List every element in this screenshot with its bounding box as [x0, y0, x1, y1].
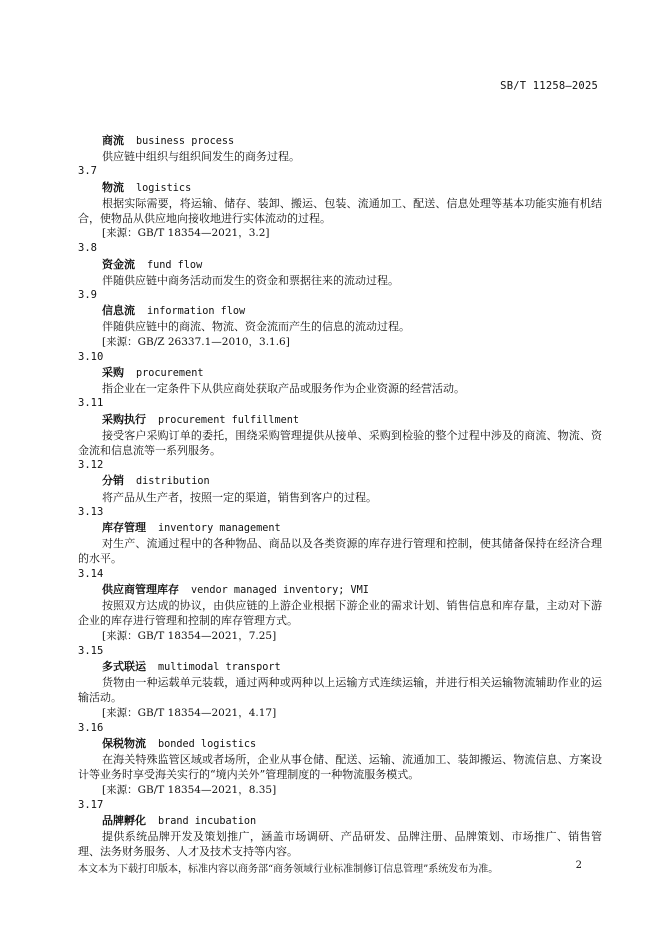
definition: 接受客户采购订单的委托，围绕采购管理提供从接单、采购到检验的整个过程中涉及的商流、物流、资金流和信息流等一系列服务。: [78, 428, 602, 458]
definition: 供应链中组织与组织间发生的商务过程。: [102, 150, 300, 164]
entry-3-16: [78, 721, 602, 798]
entry-3-14: [78, 567, 602, 644]
entry-3-15: [78, 644, 602, 721]
term-zh: 商流: [102, 134, 124, 147]
term-en: distribution: [136, 476, 210, 488]
source-note: [来源：GB/Z 26337.1—2010，3.1.6]: [102, 335, 290, 348]
entry-3-11: [78, 396, 602, 458]
term-line: [78, 180, 602, 196]
clause-number: 3.8: [78, 242, 97, 255]
term-en: vendor managed inventory; VMI: [191, 584, 369, 596]
term-line: [78, 473, 602, 489]
term-en: bonded logistics: [158, 738, 257, 750]
term-zh: 物流: [102, 180, 124, 194]
term-en: logistics: [136, 182, 192, 194]
clause-number: 3.17: [78, 798, 104, 811]
term-zh: 采购执行: [102, 412, 146, 426]
entry-3-9: [78, 288, 602, 350]
source-note: [来源：GB/T 18354—2021，8.35]: [102, 783, 277, 796]
term-line: [78, 659, 602, 675]
term-en: procurement fulfillment: [158, 414, 300, 426]
definition: 对生产、流通过程中的各种物品、商品以及各类资源的库存进行管理和控制，使其储备保持在经济合理的水平。: [78, 537, 602, 566]
definition: 在海关特殊监管区域或者场所，企业从事仓储、配送、运输、流通加工、装卸搬运、物流信息、方案设计等业务时享受海关实行的“境内关外”管理制度的一种物流服务模式。: [78, 753, 602, 782]
term-en: business process: [136, 136, 235, 147]
entry-3-12: [78, 458, 602, 505]
term-line: [78, 303, 602, 319]
term-en: procurement: [136, 368, 204, 380]
clause-number: 3.10: [78, 350, 104, 363]
clause-number: 3.11: [78, 397, 104, 410]
clause-number: 3.15: [78, 644, 104, 657]
entry-3-7: [78, 164, 602, 241]
definition: 按照双方达成的协议，由供应链的上游企业根据下游企业的需求计划、销售信息和库存量，主动对下游企业的库存进行管理和控制的库存管理方式。: [78, 599, 602, 628]
entry-3-17: [78, 798, 602, 860]
clause-number: 3.12: [78, 459, 104, 472]
source-note: [来源：GB/T 18354—2021，4.17]: [102, 706, 277, 719]
source-note: [来源：GB/T 18354—2021，7.25]: [102, 629, 277, 642]
definition: 根据实际需要，将运输、储存、装卸、搬运、包装、流通加工、配送、信息处理等基本功能实施有机结合，使物品从供应地向接收地进行实体流动的过程。: [78, 196, 602, 226]
page-footer: [78, 860, 602, 875]
term-zh: 多式联运: [102, 659, 146, 673]
term-en: brand incubation: [158, 815, 257, 827]
term-en: information flow: [147, 306, 246, 318]
term-line: [78, 257, 602, 273]
term-zh: 分销: [102, 474, 124, 488]
term-en: multimodal transport: [158, 661, 281, 673]
document-body: [78, 133, 602, 860]
clause-number: 3.9: [78, 289, 97, 302]
definition: 指企业在一定条件下从供应商处获取产品或服务作为企业资源的经营活动。: [102, 382, 465, 396]
term-line: [78, 582, 602, 598]
definition: 提供系统品牌开发及策划推广，涵盖市场调研、产品研发、品牌注册、品牌策划、市场推广、销售管理、法务财务服务、人才及技术支持等内容。: [78, 830, 602, 859]
clause-number: 3.16: [78, 721, 104, 734]
term-zh: 品牌孵化: [102, 813, 146, 827]
entry-3-10: [78, 350, 602, 397]
clause-number: 3.14: [78, 567, 104, 580]
term-en: fund flow: [147, 259, 203, 271]
term-line: [78, 365, 602, 381]
definition: 货物由一种运载单元装载，通过两种或两种以上运输方式连续运输，并进行相关运输物流辅助作业的运输活动。: [78, 676, 602, 705]
definition: 伴随供应链中商务活动而发生的资金和票据往来的流动过程。: [102, 273, 399, 287]
entry-3-13: [78, 505, 602, 567]
term-line: [78, 412, 602, 428]
footer-note: 本文本为下载打印版本，标准内容以商务部“商务领域行业标准制修订信息管理”系统发布为准。: [78, 864, 499, 875]
term-zh: 采购: [102, 366, 124, 380]
term-zh: 供应商管理库存: [102, 582, 179, 596]
term-zh: 库存管理: [102, 521, 146, 535]
term-zh: 保税物流: [102, 736, 146, 750]
term-en: inventory management: [158, 523, 281, 535]
source-note: [来源：GB/T 18354—2021，3.2]: [102, 227, 270, 240]
standard-number: SB/T 11258—2025: [500, 80, 598, 92]
term-line: [78, 520, 602, 536]
clause-number: 3.13: [78, 505, 104, 518]
term-line: [78, 813, 602, 829]
term-zh: 资金流: [102, 257, 135, 271]
term-line: [78, 133, 602, 149]
entry-3-8: [78, 241, 602, 288]
definition: 伴随供应链中的商流、物流、资金流而产生的信息的流动过程。: [102, 320, 410, 334]
entry-business-process: [78, 133, 602, 164]
term-zh: 信息流: [102, 304, 135, 318]
page-number: 2: [575, 860, 582, 871]
term-line: [78, 736, 602, 752]
definition: 将产品从生产者，按照一定的渠道，销售到客户的过程。: [102, 490, 377, 504]
clause-number: 3.7: [78, 165, 97, 178]
